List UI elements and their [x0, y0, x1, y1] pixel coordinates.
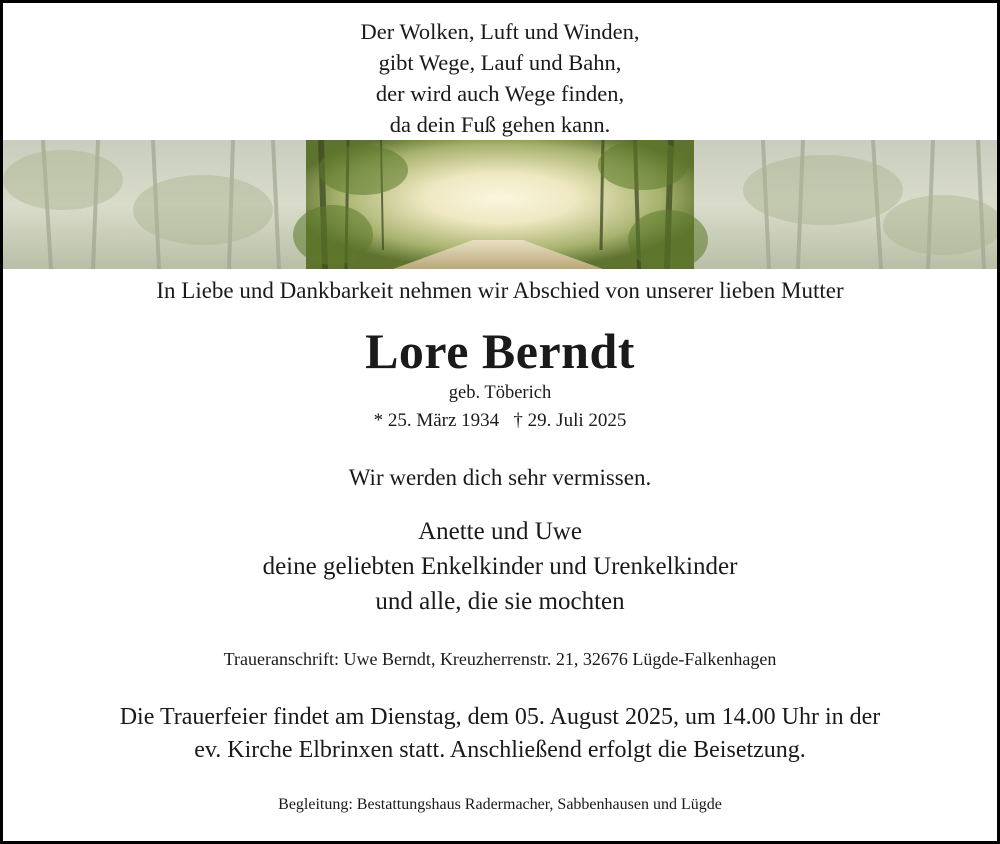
deceased-name: Lore Berndt	[365, 323, 635, 379]
poem-line: Der Wolken, Luft und Winden,	[360, 19, 640, 44]
poem-line: gibt Wege, Lauf und Bahn,	[378, 50, 622, 75]
intro-text: In Liebe und Dankbarkeit nehmen wir Abschied von unserer lieben Mutter	[156, 278, 844, 303]
farewell-message: Wir werden dich sehr vermissen.	[348, 465, 652, 490]
service-line: Die Trauerfeier findet am Dienstag, dem 05. August 2025, um 14.00 Uhr in der	[119, 704, 881, 730]
poem	[0, 16, 1000, 140]
funeral-home: Begleitung: Bestattungshaus Radermacher, Sabbenhausen und Lügde	[278, 796, 722, 813]
funeral-service	[0, 701, 1000, 767]
mourning-address: Traueranschrift: Uwe Berndt, Kreuzherrenstr. 21, 32676 Lügde-Falkenhagen	[223, 649, 777, 669]
mourner-line: Anette und Uwe	[418, 518, 582, 545]
forest-path-image	[3, 140, 997, 269]
service-line: ev. Kirche Elbrinxen statt. Anschließend erfolgt die Beisetzung.	[194, 737, 806, 763]
maiden-name: geb. Töberich	[448, 383, 552, 403]
mourner-line: und alle, die sie mochten	[375, 588, 625, 615]
poem-line: der wird auch Wege finden,	[375, 81, 625, 106]
poem-line: da dein Fuß gehen kann.	[389, 112, 611, 137]
life-dates: * 25. März 1934 † 29. Juli 2025	[373, 410, 627, 431]
mourners	[0, 514, 1000, 619]
mourner-line: deine geliebten Enkelkinder und Urenkelkinder	[262, 553, 738, 580]
